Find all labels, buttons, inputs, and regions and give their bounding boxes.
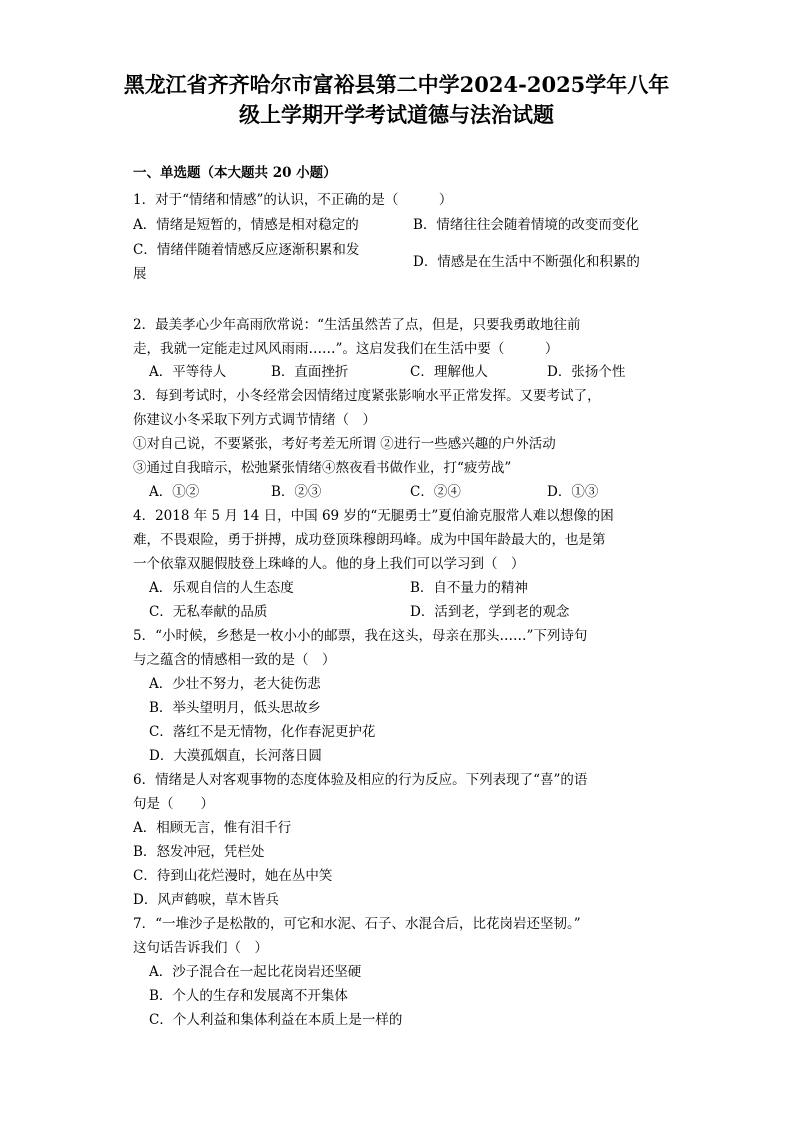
q3-option-d: D．①③ [547,484,599,500]
q3-stem-line-4: ③通过自我暗示，松弛紧张情绪④熬夜看书做作业，打“疲劳战” [133,460,512,476]
q4-stem-line-3: 一个依靠双腿假肢登上珠峰的人。他的身上我们可以学习到（ ） [133,556,525,572]
section-heading: 一、单选题（本大题共 20 小题） [133,165,337,181]
q5-option-c: C．落红不是无情物，化作春泥更护花 [149,724,376,740]
q4-option-b: B．自不量力的精神 [410,580,528,596]
q5-stem-line-2: 与之蕴含的情感相一致的是（ ） [133,652,336,668]
q3-option-a: A．①② [149,484,200,500]
q1-option-c: C．情绪伴随着情感反应逐渐积累和发 [133,242,360,258]
q2-option-c: C．理解他人 [410,364,488,380]
q5-option-d: D．大漠孤烟直，长河落日圆 [149,748,322,764]
q2-option-a: A．平等待人 [149,364,227,380]
q6-option-a: A．相顾无言，惟有泪千行 [133,820,292,836]
q6-option-c: C．待到山花烂漫时，她在丛中笑 [133,868,333,884]
page-title-line-1: 黑龙江省齐齐哈尔市富裕县第二中学2024-2025学年八年 [123,72,670,97]
q4-option-d: D．活到老，学到老的观念 [410,604,570,620]
q3-stem-line-3: ①对自己说，不要紧张，考好考差无所谓 ②进行一些感兴趣的户外活动 [133,436,556,452]
q2-stem-line-1: 2．最美孝心少年高雨欣常说：“生活虽然苦了点，但是，只要我勇敢地往前 [133,317,581,333]
q5-option-a: A．少壮不努力，老大徒伤悲 [149,676,321,692]
q6-option-d: D．风声鹤唳，草木皆兵 [133,892,279,908]
q1-option-a: A．情绪是短暂的，情感是相对稳定的 [133,217,359,233]
q6-option-b: B．怒发冲冠，凭栏处 [133,844,265,860]
q3-stem-line-1: 3．每到考试时，小冬经常会因情绪过度紧张影响水平正常发挥。又要考试了， [133,388,601,404]
q1-option-b: B．情绪往往会随着情境的改变而变化 [413,217,639,233]
q5-option-b: B．举头望明月，低头思故乡 [149,700,321,716]
q1-option-d: D．情感是在生活中不断强化和积累的 [413,254,640,270]
q4-stem-line-2: 难，不畏艰险，勇于拼搏，成功登顶珠穆朗玛峰。成为中国年龄最大的，也是第 [133,532,606,548]
q7-option-b: B．个人的生存和发展离不开集体 [149,988,348,1004]
q6-stem-line-1: 6．情绪是人对客观事物的态度体验及相应的行为反应。下列表现了“喜”的语 [133,772,588,788]
page-title-line-2: 级上学期开学考试道德与法治试题 [239,102,554,127]
q7-option-a: A．沙子混合在一起比花岗岩还坚硬 [149,964,362,980]
q7-stem-line-1: 7．“一堆沙子是松散的，可它和水泥、石子、水混合后，比花岗岩还坚韧。” [133,916,581,932]
q2-stem-line-2: 走，我就一定能走过风风雨雨……”。这启发我们在生活中要（ ） [133,341,559,357]
q2-option-d: D．张扬个性 [547,364,626,380]
q4-stem-line-1: 4．2018 年 5 月 14 日，中国 69 岁的“无腿勇士”夏伯渝克服常人难以想像的困 [133,508,614,524]
q7-stem-line-2: 这句话告诉我们（ ） [133,940,268,956]
q4-option-a: A．乐观自信的人生态度 [149,580,294,596]
q3-option-c: C．②④ [410,484,461,500]
q1-stem: 1．对于“情绪和情感”的认识，不正确的是（ ） [133,192,453,208]
q7-option-c: C．个人利益和集体利益在本质上是一样的 [149,1012,403,1028]
q3-stem-line-2: 你建议小冬采取下列方式调节情绪（ ） [133,412,376,428]
q2-option-b: B．直面挫折 [271,364,349,380]
q3-option-b: B．②③ [271,484,322,500]
q6-stem-line-2: 句是（ ） [133,796,214,812]
q5-stem-line-1: 5．“小时候，乡愁是一枚小小的邮票，我在这头，母亲在那头……”下列诗句 [133,628,588,644]
q4-option-c: C．无私奉献的品质 [149,604,268,620]
q1-option-c-continued: 展 [133,266,147,282]
